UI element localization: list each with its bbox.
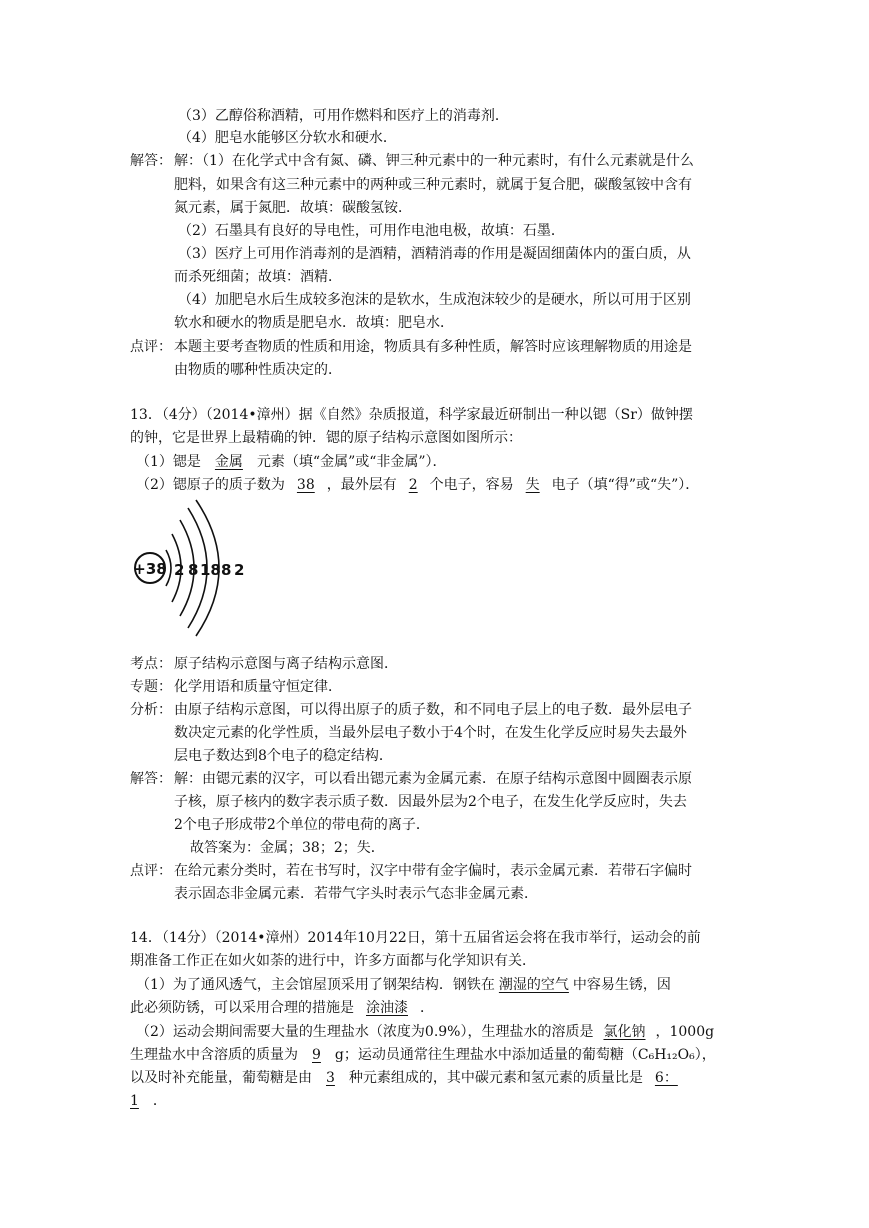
q12-comment-1: 本题主要考查物质的性质和用途，物质具有多种性质，解答时应该理解物质的用途是 (174, 339, 692, 355)
q14-p1b-text: 此必须防锈，可以采用合理的措施是 (130, 1000, 354, 1016)
q14-p2b-text: 生理盐水中含溶质的质量为 (130, 1047, 298, 1063)
q13-p2-text-mid2: 个电子，容易 (429, 477, 514, 493)
q13-zhuanti-label: 专题： (130, 679, 172, 695)
q12-comment-2: 由物质的哪种性质决定的． (174, 362, 342, 378)
q14-part-2 (136, 1022, 714, 1042)
q14-p2-answer-ratio-b: 1 (130, 1093, 139, 1109)
q13-p2-text-mid1: ，最外层有 (326, 477, 397, 493)
q13-fenxi-label: 分析： (130, 702, 172, 718)
q12-line-3: （3）乙醇俗称酒精，可用作燃料和医疗上的消毒剂． (178, 108, 509, 124)
q13-answer-1: 解：由锶元素的汉字，可以看出锶元素为金属元素．在原子结构示意图中圆圈表示原 (174, 771, 692, 787)
q13-comment-label: 点评： (130, 863, 172, 879)
q12-line-4: （4）肥皂水能够区分软水和硬水． (178, 130, 397, 146)
q14-p2-text: （2）运动会期间需要大量的生理盐水（浓度为0.9%），生理盐水的溶质是 (136, 1024, 594, 1040)
q13-p1-answer: 金属 (214, 454, 243, 470)
q14-p2-answer-mass: 9 (312, 1047, 321, 1063)
q13-answer-4: 故答案为：金属；38；2；失． (190, 840, 385, 856)
q13-p2-text: （2）锶原子的质子数为 (136, 477, 285, 493)
q13-kaodian-label: 考点： (130, 656, 172, 672)
q14-p2b-text-end: g；运动员通常往生理盐水中添加适量的葡萄糖（C₆H₁₂O₆）， (334, 1047, 716, 1063)
q14-p2-answer-solute: 氯化钠 (603, 1024, 646, 1040)
q13-comment-1: 在给元素分类时，若在书写时，汉字中带有金字偏时，表示金属元素．若带石字偏时 (174, 863, 692, 879)
q12-comment-label: 点评： (130, 339, 172, 355)
q13-stem-2: 的钟，它是世界上最精确的钟．锶的原子结构示意图如图所示： (130, 430, 522, 446)
strontium-atom-diagram (128, 498, 258, 638)
q14-part-2c (130, 1068, 680, 1088)
q13-part-1 (136, 452, 447, 472)
q13-zhuanti: 化学用语和质量守恒定律． (174, 679, 342, 695)
shell-count-4: 8 (221, 561, 232, 579)
shell-arc-1 (166, 550, 171, 586)
q14-part-2b (130, 1045, 716, 1065)
q13-stem-1: 13．（4分）（2014•漳州）据《自然》杂质报道，科学家最近研制出一种以锶（Sr）做钟摆 (130, 407, 693, 423)
q12-answer-2: 肥料，如果含有这三种元素中的两种或三种元素时，就属于复合肥，碳酸氢铵中含有 (174, 177, 692, 193)
q14-stem-1: 14．（14分）（2014•漳州）2014年10月22日，第十五届省运会将在我市举行，运动会的前 (130, 930, 701, 946)
q13-p2-answer-protons: 38 (296, 477, 315, 493)
shell-count-3: 18 (200, 561, 221, 579)
q12-answer-label: 解答： (130, 153, 172, 169)
q14-stem-2: 期准备工作正在如火如荼的进行中，许多方面都与化学知识有关． (130, 953, 536, 969)
q12-answer-5: （3）医疗上可用作消毒剂的是酒精，酒精消毒的作用是凝固细菌体内的蛋白质，从 (178, 246, 691, 262)
q13-p2-answer-lose: 失 (525, 477, 540, 493)
shell-count-2: 8 (188, 561, 199, 579)
q14-p1-text-end: 中容易生锈，因 (572, 977, 671, 993)
q13-p2-text-end: 电子（填“得”或“失”）． (551, 477, 700, 493)
q13-fenxi-1: 由原子结构示意图，可以得出原子的质子数，和不同电子层上的电子数．最外层电子 (174, 702, 692, 718)
nucleus-charge: +38 (133, 560, 167, 578)
shell-count-1: 2 (174, 561, 185, 579)
q13-fenxi-3: 层电子数达到8个电子的稳定结构． (174, 748, 393, 764)
q14-p1-text: （1）为了通风透气，主会馆屋顶采用了钢架结构．钢铁在 (136, 977, 495, 993)
q13-p2-answer-outer: 2 (408, 477, 418, 493)
q14-p2-answer-elements: 3 (326, 1070, 335, 1086)
q12-answer-8: 软水和硬水的物质是肥皂水．故填：肥皂水． (174, 315, 454, 331)
q14-p2c-text-mid: 种元素组成的，其中碳元素和氢元素的质量比是 (348, 1070, 643, 1086)
q13-part-2 (136, 475, 699, 495)
q14-part-2d (130, 1091, 167, 1111)
q13-kaodian: 原子结构示意图与离子结构示意图． (174, 656, 398, 672)
q13-comment-2: 表示固态非金属元素．若带气字头时表示气态非金属元素． (174, 886, 538, 902)
q13-p1-text: （1）锶是 (136, 454, 201, 470)
q13-p1-text-end: 元素（填“金属”或“非金属”）． (256, 454, 447, 470)
q14-part-1b (130, 998, 434, 1018)
q14-p2-text-end: ，1000g (655, 1024, 715, 1040)
q14-p2c-text: 以及时补充能量，葡萄糖是由 (130, 1070, 312, 1086)
q13-answer-3: 2个电子形成带2个单位的带电荷的离子． (174, 817, 430, 833)
q13-fenxi-2: 数决定元素的化学性质，当最外层电子数小于4个时，在发生化学反应时易失去最外 (174, 725, 687, 741)
q14-p1b-text-end: ． (420, 1000, 434, 1016)
q12-answer-4: （2）石墨具有良好的导电性，可用作电池电极，故填：石墨． (178, 223, 565, 239)
q14-p2d-text-end: ． (152, 1093, 167, 1109)
q14-p1-answer-paint: 涂油漆 (366, 1000, 408, 1016)
q14-p1-answer-air: 潮湿的空气 (498, 977, 569, 993)
q13-answer-2: 子核，原子核内的数字表示质子数．因最外层为2个电子，在发生化学反应时，失去 (174, 794, 687, 810)
q13-answer-label: 解答： (130, 771, 172, 787)
q14-p2-answer-ratio-a: 6： (654, 1070, 678, 1086)
shell-count-5: 2 (234, 561, 245, 579)
q14-part-1 (136, 975, 671, 995)
q12-answer-3: 氮元素，属于氮肥．故填：碳酸氢铵． (174, 200, 412, 216)
q12-answer-7: （4）加肥皂水后生成较多泡沫的是软水，生成泡沫较少的是硬水，所以可用于区别 (178, 292, 691, 308)
q12-answer-6: 而杀死细菌；故填：酒精． (174, 269, 342, 285)
q12-answer-1: 解：（1）在化学式中含有氮、磷、钾三种元素中的一种元素时，有什么元素就是什么 (174, 153, 694, 169)
